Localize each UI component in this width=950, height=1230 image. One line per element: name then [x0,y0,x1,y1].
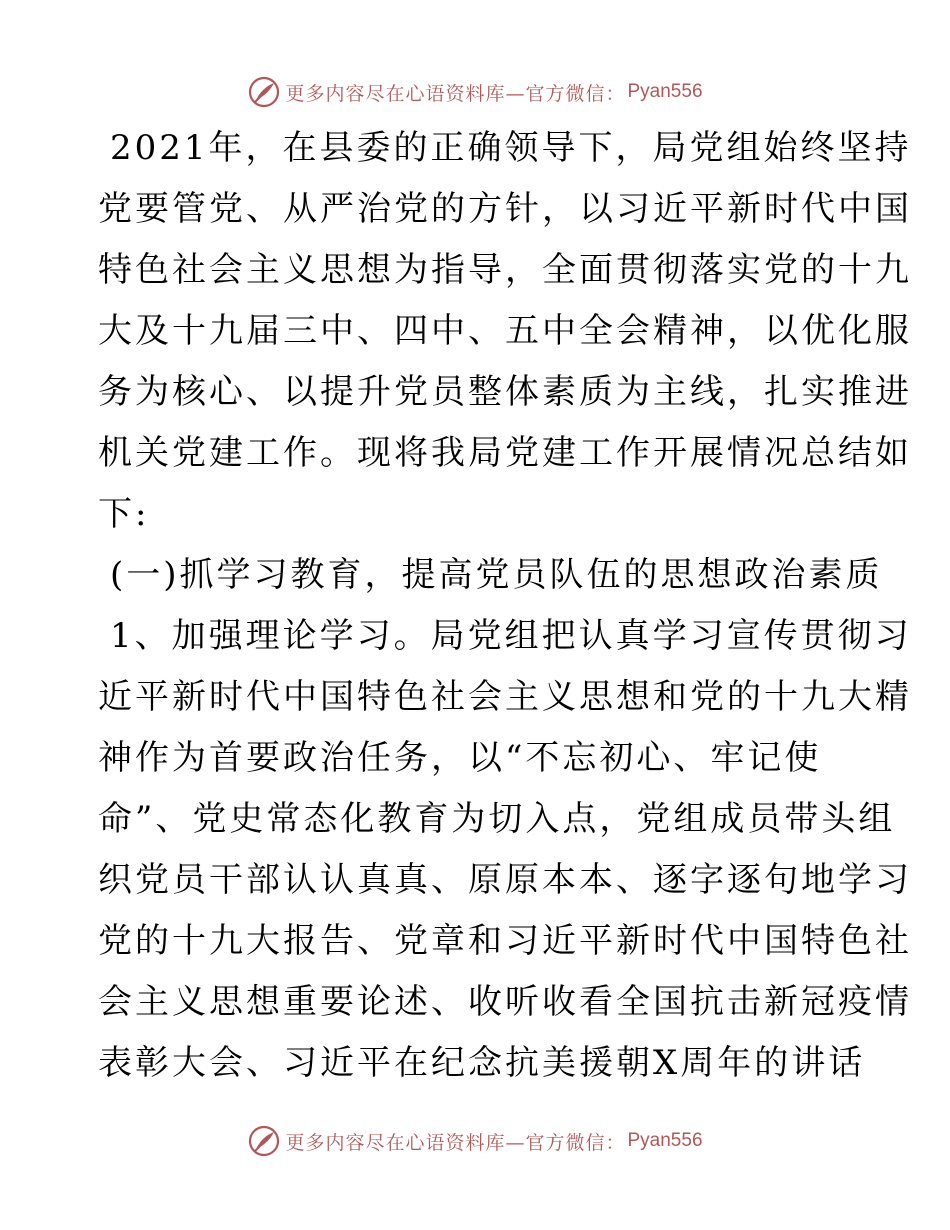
paragraph-line: 下: [98,494,150,534]
paragraph-line: 机关党建工作。现将我局党建工作开展情况总结如 [98,433,912,473]
paragraph-line: 2021年，在县委的正确领导下，局党组始终坚持 [110,128,912,168]
paragraph-line: 近平新时代中国特色社会主义思想和党的十九大精 [98,677,912,717]
document-body [98,118,912,1094]
paragraph-line: 特色社会主义思想为指导，全面贯彻落实党的十九 [98,250,912,290]
paragraph-line: 1、加强理论学习。局党组把认真学习宣传贯彻习 [110,616,912,656]
watermark-text: 更多内容尽在心语资料库—官方微信： [285,82,626,105]
paragraph-line: 会主义思想重要论述、收听收看全国抗击新冠疫情 [98,982,912,1022]
paragraph-line: 神作为首要政治任务，以“不忘初心、牢记使 [98,738,822,778]
paragraph-line: 大及十九届三中、四中、五中全会精神，以优化服 [98,311,912,351]
quill-logo-icon [247,1124,281,1158]
paragraph-line: 务为核心、以提升党员整体素质为主线，扎实推进 [98,372,912,412]
paragraph-line: 织党员干部认认真真、原原本本、逐字逐句地学习 [98,860,912,900]
watermark-wechat-id: Pyan556 [627,81,703,102]
header-watermark [0,72,950,112]
section-heading: (一)抓学习教育，提高党员队伍的思想政治素质 [110,555,883,595]
paragraph-line: 命”、党史常态化教育为切入点，党组成员带头组 [98,799,896,839]
watermark-wechat-id: Pyan556 [627,1130,703,1151]
paragraph-line: 党的十九大报告、党章和习近平新时代中国特色社 [98,921,912,961]
quill-logo-icon [247,75,281,109]
paragraph-line: 表彰大会、习近平在纪念抗美援朝X周年的讲话 [98,1043,866,1083]
footer-watermark [0,1121,950,1161]
paragraph-line: 党要管党、从严治党的方针，以习近平新时代中国 [98,189,912,229]
watermark-text: 更多内容尽在心语资料库—官方微信： [285,1131,626,1154]
